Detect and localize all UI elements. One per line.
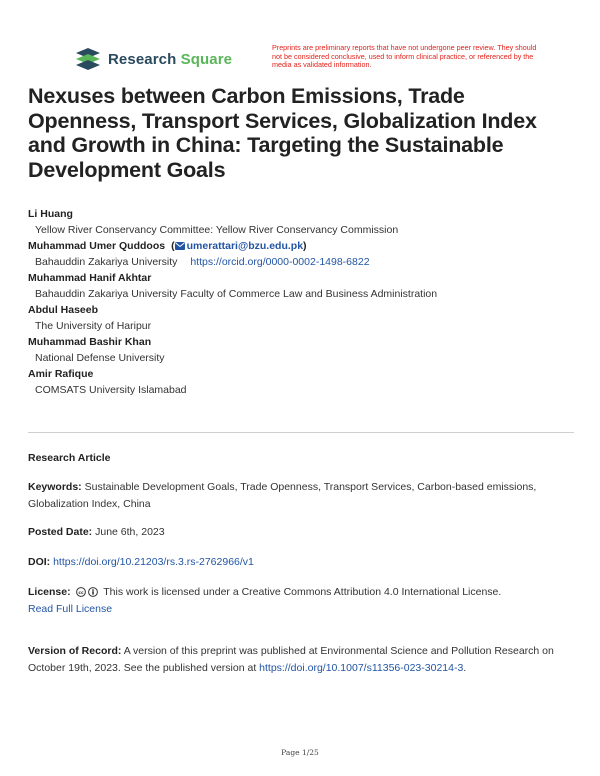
read-full-license-link[interactable]: Read Full License bbox=[28, 602, 113, 615]
mail-icon bbox=[175, 242, 185, 250]
paper-title: Nexuses between Carbon Emissions, Trade Openness, Transport Services, Globalization Index and Growth in China: Targeting the Sustainable Development Goals bbox=[28, 84, 537, 182]
author-affiliation: Yellow River Conservancy Committee: Yellow River Conservancy Commission bbox=[35, 224, 399, 236]
svg-text:cc: cc bbox=[77, 591, 84, 596]
logo-text: Research Square bbox=[108, 50, 233, 68]
author-name: Muhammad Bashir Khan bbox=[28, 336, 152, 348]
article-type: Research Article bbox=[28, 452, 111, 464]
version-of-record: Version of Record: A version of this preprint was published at Environmental Science and Pollution Research on October 19th, 2023. See the published version at https://doi.org/10.1007/s11356-023-30214-3. bbox=[28, 645, 554, 674]
author-affiliation: Bahauddin Zakariya University https://orcid.org/0000-0002-1498-6822 bbox=[35, 256, 370, 268]
author-affiliation: National Defense University bbox=[35, 352, 165, 364]
attribution-icon bbox=[88, 587, 98, 597]
version-of-record-text: A version of this preprint was published at Environmental Science and Pollution Research on October 19th, 2023. See the published version at bbox=[28, 645, 554, 674]
doi-label: DOI: bbox=[28, 556, 51, 568]
author-name: Muhammad Hanif Akhtar bbox=[28, 272, 152, 284]
doi-link[interactable]: https://doi.org/10.21203/rs.3.rs-2762966/v1 bbox=[53, 556, 254, 568]
keywords-value: Sustainable Development Goals, Trade Openness, Transport Services, Carbon-based emissions, Globalization Index, China bbox=[28, 481, 537, 510]
author-affiliation: The University of Haripur bbox=[35, 320, 152, 332]
published-version-link[interactable]: https://doi.org/10.1007/s11356-023-30214-3 bbox=[259, 661, 464, 674]
page-number: Page 1/25 bbox=[281, 748, 319, 757]
section-divider bbox=[28, 432, 574, 433]
author-list bbox=[28, 206, 576, 398]
orcid-link[interactable]: https://orcid.org/0000-0002-1498-6822 bbox=[190, 256, 370, 268]
cc-icons bbox=[76, 587, 98, 597]
author-email[interactable]: ( umerattari@bzu.edu.pk) bbox=[171, 240, 307, 252]
keywords bbox=[28, 479, 568, 512]
license-label: License: bbox=[28, 586, 71, 598]
license-text: This work is licensed under a Creative Commons Attribution 4.0 International License. bbox=[103, 586, 502, 598]
author-name: Abdul Haseeb bbox=[28, 304, 99, 316]
creative-commons-icon bbox=[76, 587, 86, 597]
author-name: Li Huang bbox=[28, 208, 73, 220]
posted-date-value: June 6th, 2023 bbox=[95, 526, 165, 538]
doi bbox=[28, 554, 568, 571]
keywords-label: Keywords: bbox=[28, 481, 82, 493]
author-name: Amir Rafique bbox=[28, 368, 94, 380]
posted-date bbox=[28, 524, 568, 541]
preprint-disclaimer: Preprints are preliminary reports that have not undergone peer review. They should not be considered conclusive, used to inform clinical practice, or referenced by the media as validated information. bbox=[272, 43, 537, 70]
license bbox=[28, 584, 568, 617]
version-of-record-label: Version of Record: bbox=[28, 645, 122, 657]
research-square-logo-icon bbox=[74, 46, 102, 72]
research-square-logo[interactable] bbox=[74, 46, 232, 72]
author-name: Muhammad Umer Quddoos ( umerattari@bzu.edu.pk) bbox=[28, 240, 307, 252]
author-affiliation: Bahauddin Zakariya University Faculty of Commerce Law and Business Administration bbox=[35, 288, 438, 300]
posted-date-label: Posted Date: bbox=[28, 526, 93, 538]
author-affiliation: COMSATS University Islamabad bbox=[35, 384, 187, 396]
